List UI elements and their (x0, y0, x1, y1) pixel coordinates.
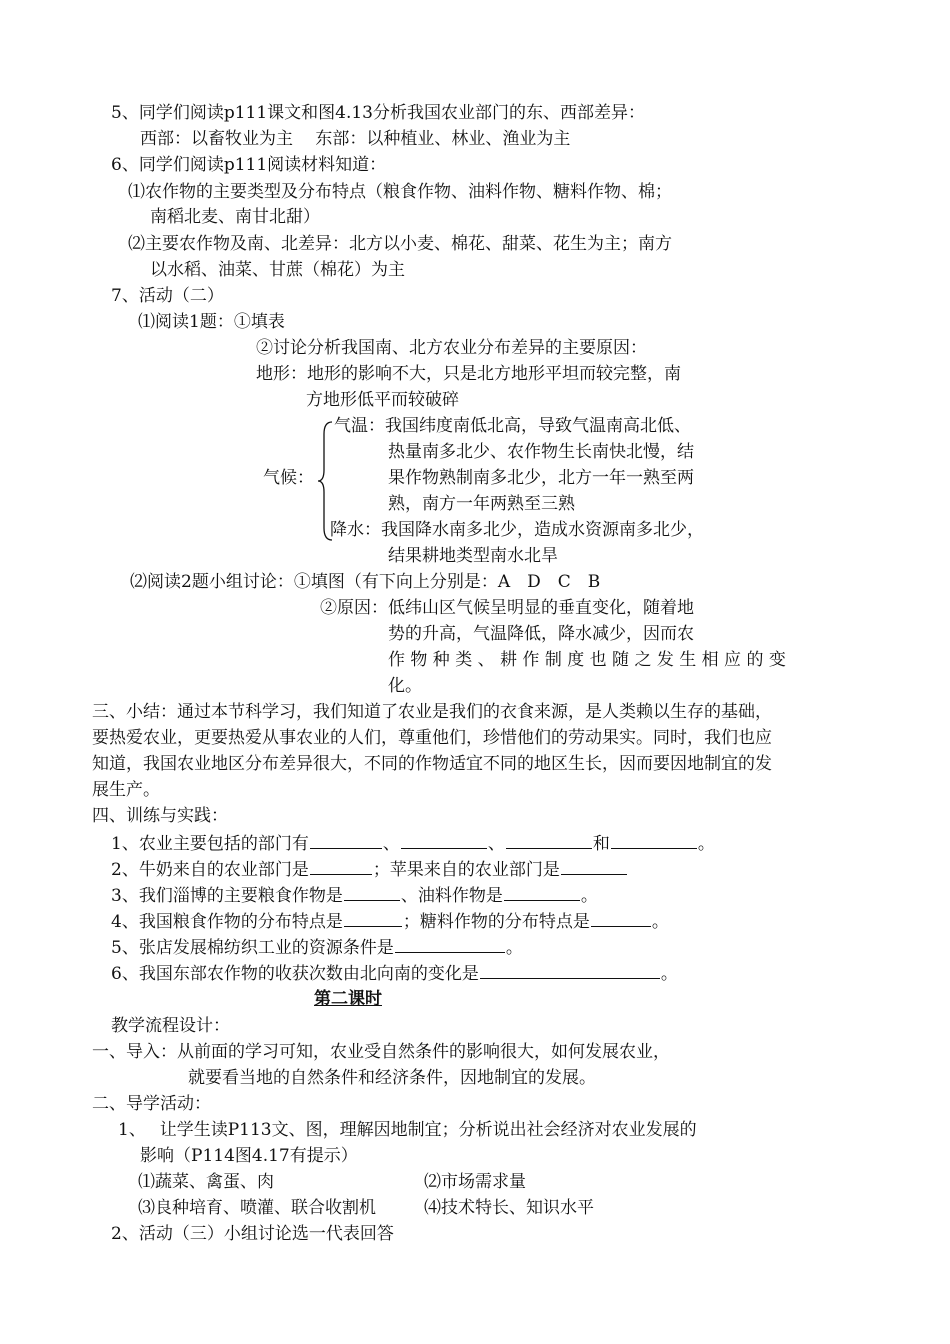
exercise-line: 1、农业主要包括的部门有 、 、 和 。 (111, 830, 715, 856)
answer-blank[interactable] (480, 960, 660, 979)
text-line: ②原因：低纬山区气候呈明显的垂直变化，随着地 (320, 598, 694, 618)
exercise-line: 2、牛奶来自的农业部门是 ；苹果来自的农业部门是 (111, 856, 628, 882)
climate-label: 气候： (263, 468, 314, 488)
text-line: 西部：以畜牧业为主 东部：以种植业、林业、渔业为主 (140, 129, 571, 149)
lesson-heading: 第二课时 (314, 989, 382, 1009)
summary-line: 要热爱农业，更要热爱从事农业的人们，尊重他们，珍惜他们的劳动果实。同时，我们也应 (92, 728, 772, 748)
exercise-line: 5、张店发展棉纺织工业的资源条件是 。 (111, 934, 523, 960)
text-line: 势的升高，气温降低，降水减少，因而农 (388, 624, 694, 644)
text-line: 化。 (388, 676, 422, 696)
text-line: ⑵主要农作物及南、北差异：北方以小麦、棉花、甜菜、花生为主；南方 (128, 234, 672, 254)
answer-blank[interactable] (395, 934, 505, 953)
text-line: 气温：我国纬度南低北高，导致气温南高北低、 (334, 416, 691, 436)
exercise-line: 4、我国粮食作物的分布特点是 ；糖料作物的分布特点是 。 (111, 908, 669, 934)
answer-blank[interactable] (506, 830, 592, 849)
text-line: ⑵阅读2题小组讨论：①填图（有下向上分别是：A D C B (130, 572, 601, 592)
answer-blank[interactable] (344, 908, 402, 927)
text-line: 1、 让学生读P113文、图，理解因地制宜；分析说出社会经济对农业发展的 (118, 1120, 697, 1140)
answer-blank[interactable] (310, 856, 372, 875)
text-line: 熟，南方一年两熟至三熟 (388, 494, 575, 514)
text-line: 降水：我国降水南多北少，造成水资源南多北少， (330, 520, 704, 540)
text-line: 二、导学活动： (92, 1094, 211, 1114)
text-line: ⑶良种培育、喷灌、联合收割机 (138, 1198, 376, 1218)
text-line: 结果耕地类型南水北旱 (388, 546, 558, 566)
text-line: ⑴蔬菜、禽蛋、肉 (138, 1172, 274, 1192)
text-line: ⑴农作物的主要类型及分布特点（粮食作物、油料作物、糖料作物、棉； (128, 182, 672, 202)
summary-line: 三、小结：通过本节科学习，我们知道了农业是我们的衣食来源，是人类赖以生存的基础， (92, 702, 772, 722)
text-line: 影响（P114图4.17有提示） (140, 1146, 358, 1166)
answer-blank[interactable] (504, 882, 580, 901)
exercise-line: 6、我国东部农作物的收获次数由北向南的变化是 。 (111, 960, 678, 986)
text-line: 教学流程设计： (111, 1016, 230, 1036)
answer-blank[interactable] (591, 908, 651, 927)
text-line: 以水稻、油菜、甘蔗（棉花）为主 (150, 260, 405, 280)
text-line: ②讨论分析我国南、北方农业分布差异的主要原因： (256, 338, 647, 358)
text-line: 6、同学们阅读p111阅读材料知道： (111, 155, 387, 175)
text-line: 方地形低平而较破碎 (306, 390, 459, 410)
text-line: 热量南多北少、农作物生长南快北慢，结 (388, 442, 694, 462)
text-line: 作 物 种 类 、 耕 作 制 度 也 随 之 发 生 相 应 的 变 (388, 650, 786, 670)
section-heading: 四、训练与实践： (92, 806, 228, 826)
text-line: 地形：地形的影响不大，只是北方地形平坦而较完整，南 (256, 364, 681, 384)
text-line: ⑵市场需求量 (424, 1172, 526, 1192)
text-line: 2、活动（三）小组讨论选一代表回答 (111, 1224, 394, 1244)
text-line: 就要看当地的自然条件和经济条件，因地制宜的发展。 (188, 1068, 596, 1088)
answer-blank[interactable] (611, 830, 697, 849)
summary-line: 展生产。 (92, 780, 160, 800)
text-line: 5、同学们阅读p111课文和图4.13分析我国农业部门的东、西部差异： (111, 103, 645, 123)
text-line: 7、活动（二） (111, 286, 224, 306)
text-line: ⑷技术特长、知识水平 (424, 1198, 594, 1218)
text-line: ⑴阅读1题：①填表 (138, 312, 285, 332)
text-line: 南稻北麦、南甘北甜） (150, 207, 320, 227)
answer-blank[interactable] (344, 882, 400, 901)
summary-line: 知道，我国农业地区分布差异很大，不同的作物适宜不同的地区生长，因而要因地制宜的发 (92, 754, 772, 774)
answer-blank[interactable] (401, 830, 487, 849)
answer-blank[interactable] (561, 856, 627, 875)
exercise-line: 3、我们淄博的主要粮食作物是 、油料作物是 。 (111, 882, 598, 908)
answer-blank[interactable] (310, 830, 382, 849)
text-line: 一、导入：从前面的学习可知，农业受自然条件的影响很大，如何发展农业， (92, 1042, 670, 1062)
text-line: 果作物熟制南多北少，北方一年一熟至两 (388, 468, 694, 488)
